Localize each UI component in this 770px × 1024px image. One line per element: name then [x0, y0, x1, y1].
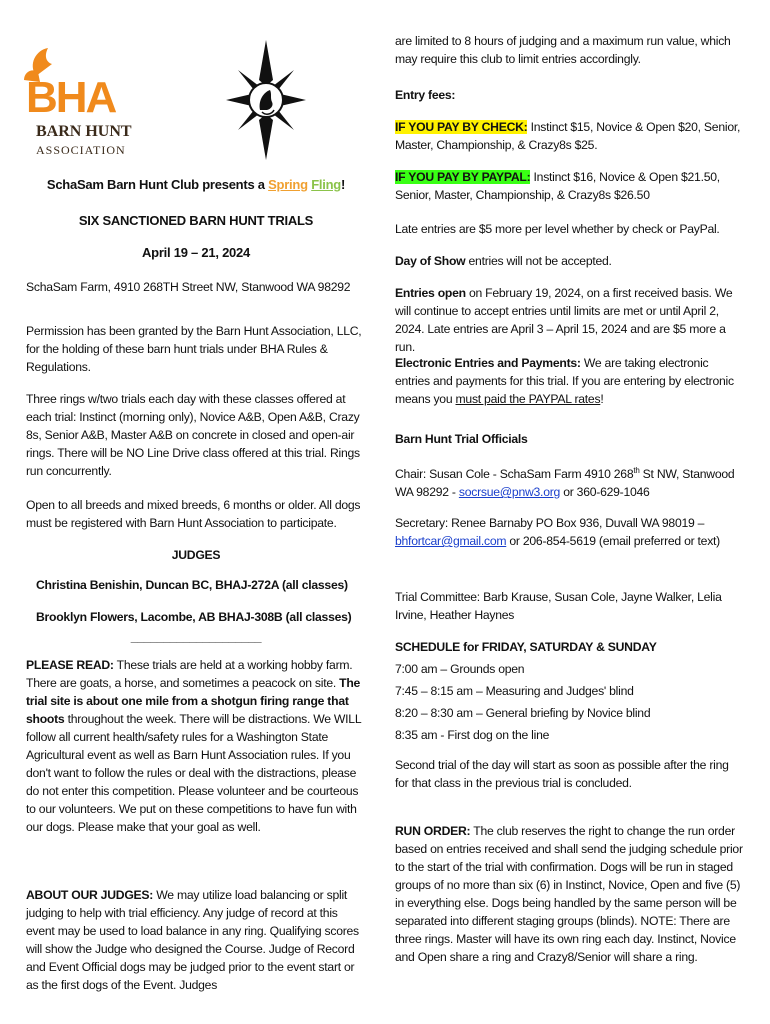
judge-2: Brooklyn Flowers, Lacombe, AB BHAJ-308B (all classes)	[36, 610, 352, 624]
judges-title: JUDGES	[171, 548, 221, 562]
venue-address: SchaSam Farm, 4910 268TH Street NW, Stanwood WA 98292	[26, 280, 351, 294]
spring-word: Spring	[268, 177, 308, 192]
open-to-text: Open to all breeds and mixed breeds, 6 months or older. All dogs must be registered with Barn Hunt Association to participate.	[26, 498, 361, 530]
trial-dates: April 19 – 21, 2024	[142, 245, 250, 260]
schedule-title: SCHEDULE for FRIDAY, SATURDAY & SUNDAY	[395, 640, 657, 654]
officials-title: Barn Hunt Trial Officials	[395, 432, 528, 446]
schedule-item: 7:45 – 8:15 am – Measuring and Judges' blind	[395, 684, 634, 698]
divider-line: ____________________	[130, 630, 262, 644]
secretary-info: Secretary: Renee Barnaby PO Box 936, Duvall WA 98019 – bhfortcar@gmail.com or 206-854-5619 (email preferred or text)	[395, 516, 720, 548]
secretary-email-link[interactable]: bhfortcar@gmail.com	[395, 534, 507, 548]
run-order-paragraph: RUN ORDER: The club reserves the right to change the run order based on entries received and shall send the judging schedule prior to the start of the trial with confirmation. Dogs will be run in staged groups of no more than six (6) in Instinct, Novice, Open and five (5) in everything else. Dogs being handled by the same person will be separated into different staging groups (blinds). NOTE: There are three rings. Master will have its own ring each day. Instinct, Novice and Open share a ring and Crazy8/Senior will share a ring.	[395, 824, 743, 964]
judge-1: Christina Benishin, Duncan BC, BHAJ-272A (all classes)	[36, 578, 348, 592]
bha-logo-line1: BARN HUNT	[36, 123, 132, 140]
paypal-label: IF YOU PAY BY PAYPAL:	[395, 170, 531, 184]
fling-word: Fling	[311, 177, 341, 192]
schedule-item: 7:00 am – Grounds open	[395, 662, 525, 676]
rings-text: Three rings w/two trials each day with these classes offered at each trial: Instinct (morning only), Novice A&B, Open A&B, Crazy 8s, Senior A&B, Master A&B on concrete in closed and open-air rings. There will be NO Line Drive class offered at this trial. Rings run concurrently.	[26, 392, 360, 478]
shotgun-warning: The trial site is about one mile from a shotgun firing range that shoots	[26, 676, 361, 726]
about-judges-label: ABOUT OUR JUDGES:	[26, 888, 154, 902]
bha-logo-line2: ASSOCIATION	[36, 143, 126, 157]
please-read-label: PLEASE READ:	[26, 658, 114, 672]
trials-title: SIX SANCTIONED BARN HUNT TRIALS	[78, 213, 314, 228]
chair-info: Chair: Susan Cole - SchaSam Farm 4910 268th St NW, Stanwood WA 98292 - socrsue@pnw3.org or 360-629-1046	[395, 466, 735, 500]
late-entries: Late entries are $5 more per level whether by check or PayPal.	[395, 222, 720, 236]
chair-email-link[interactable]: socrsue@pnw3.org	[458, 485, 561, 500]
run-order-label: RUN ORDER:	[395, 824, 471, 838]
paypal-fees: IF YOU PAY BY PAYPAL: Instinct $16, Novice & Open $21.50, Senior, Master, Championship, & Crazy8s $26.50	[395, 170, 720, 202]
electronic-entries: Electronic Entries and Payments: We are taking electronic entries and payments for this trial. If you are entering by electronic means you must paid the PAYPAL rates!	[395, 356, 734, 406]
permission-text: Permission has been granted by the Barn Hunt Association, LLC, for the holding of these barn hunt trials under BHA Rules & Regulations.	[26, 324, 362, 374]
bha-logo	[22, 42, 132, 167]
schedule-item: 8:35 am - First dog on the line	[395, 728, 550, 742]
day-of-show: Day of Show entries will not be accepted.	[395, 254, 612, 268]
check-fees: IF YOU PAY BY CHECK: Instinct $15, Novice & Open $20, Senior, Master, Championship, & Crazy8s $25.	[395, 120, 741, 152]
second-trial-note: Second trial of the day will start as soon as possible after the ring for that class in the previous trial is concluded.	[395, 758, 729, 790]
entries-open: Entries open on February 19, 2024, on a first received basis. We will continue to accept entries until limits are met or until April 2, 2024. Late entries are April 3 – April 15, 2024 and are $5 more a run.	[395, 286, 733, 354]
entry-fees-title: Entry fees:	[395, 88, 456, 102]
compass-star-logo	[226, 40, 306, 160]
check-label: IF YOU PAY BY CHECK:	[395, 120, 528, 134]
trial-committee: Trial Committee: Barb Krause, Susan Cole, Jayne Walker, Lelia Irvine, Heather Haynes	[395, 590, 722, 622]
judges-continued: are limited to 8 hours of judging and a maximum run value, which may require this club to limit entries accordingly.	[395, 34, 731, 66]
about-judges-paragraph: ABOUT OUR JUDGES: We may utilize load balancing or split judging to help with trial efficiency. Any judge of record at this event may be used to load balance in any ring. Qualifying scores will show the Judge who designed the Course. Judge of Record and Event Official dogs may be judged prior to the event start or as the first dogs of the Event. Judges	[26, 888, 359, 992]
presents-line: SchaSam Barn Hunt Club presents a Spring Fling!	[46, 177, 346, 192]
schedule-item: 8:20 – 8:30 am – General briefing by Novice blind	[395, 706, 651, 720]
please-read-paragraph: PLEASE READ: These trials are held at a working hobby farm. There are goats, a horse, and sometimes a peacock on site. The trial site is about one mile from a shotgun firing range that shoots throughout the week. There will be distractions. We WILL follow all current health/safety rules for a Washington State Agricultural event as well as Barn Hunt Association rules. If you don't want to follow the rules or deal with the distractions, please do not enter this competition. Please volunteer and be courteous to our volunteers. We put on these competitions to have fun with our dogs. Please make that your goal as well.	[26, 658, 361, 834]
bha-logo-letters: BHA	[26, 73, 116, 122]
